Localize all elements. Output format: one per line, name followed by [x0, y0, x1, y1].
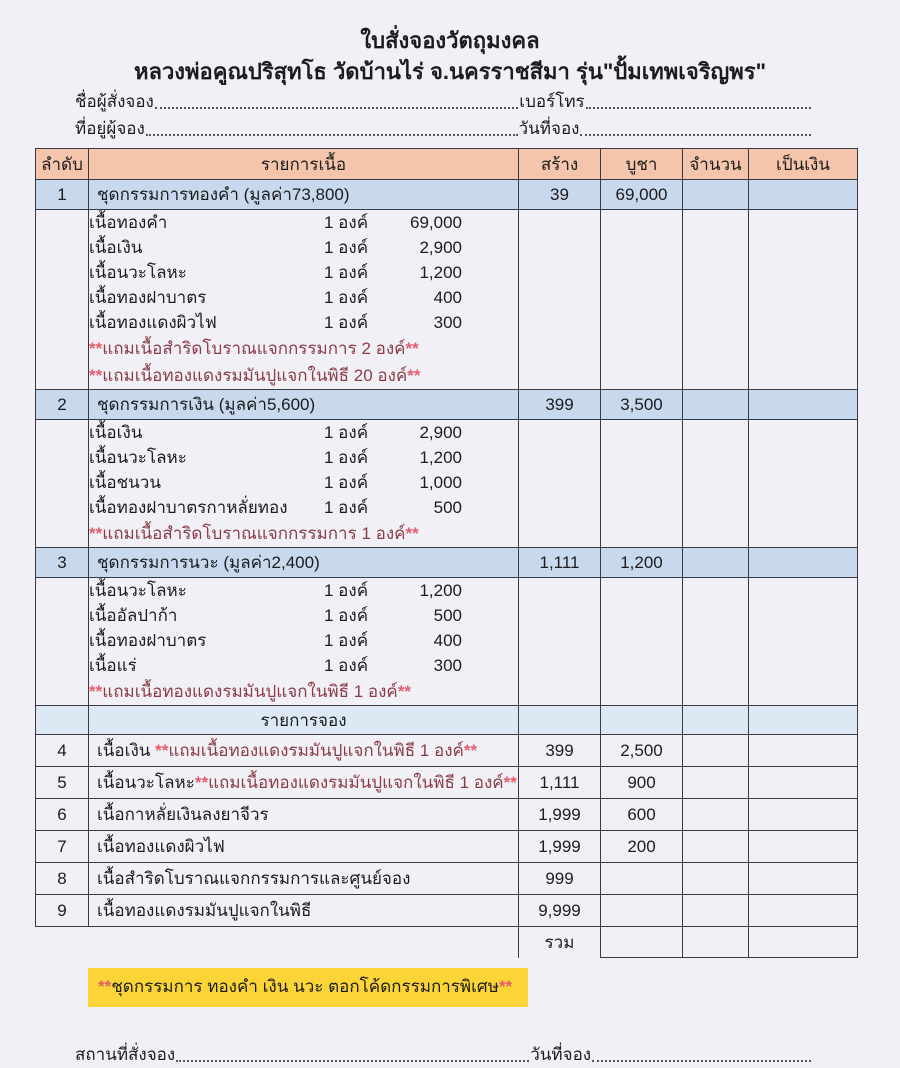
bonus-text: แถมเนื้อทองแดงรมมันปูแจกในพิธี 20 องค์: [102, 366, 408, 385]
place-label: สถานที่สั่งจอง: [75, 1045, 176, 1064]
group-made: 399: [519, 390, 601, 420]
order-price: [601, 895, 683, 927]
total-qty-cell: [683, 927, 749, 958]
name-fill-line: [155, 107, 518, 109]
place-date-line: [75, 1041, 812, 1068]
group-price: 1,200: [601, 548, 683, 578]
footer-date-label: วันที่จอง: [530, 1045, 592, 1064]
detail-no-cell: [36, 420, 89, 548]
item-price: 1,200: [419, 581, 462, 600]
star-marks: **: [89, 366, 103, 385]
item-name: เนื้อแร่: [89, 656, 137, 675]
item-price: 500: [433, 498, 462, 517]
group-row-2: [36, 390, 858, 420]
star-marks: **: [397, 682, 412, 701]
detail-no-cell: [36, 210, 89, 390]
order-item: [89, 799, 519, 831]
order-item-name: เนื้อทองแดงรมมันปูแจกในพิธี: [97, 901, 312, 920]
detail-amount-cell: [749, 420, 858, 548]
star-marks: **: [405, 524, 419, 543]
item-line: [89, 495, 518, 520]
detail-price-cell: [601, 578, 683, 706]
item-name: เนื้อทองคำ: [89, 213, 168, 232]
special-note: [88, 968, 528, 1007]
order-date-label: วันที่จอง: [518, 119, 580, 138]
col-header-amount: เป็นเงิน: [749, 149, 858, 180]
section-price-cell: [601, 706, 683, 735]
bonus-line: [89, 520, 518, 547]
total-amount-cell: [749, 927, 858, 958]
order-amount-cell: [749, 831, 858, 863]
item-price: 1,200: [419, 263, 462, 282]
star-marks: **: [463, 741, 478, 760]
order-no: 7: [36, 831, 89, 863]
order-item: [89, 767, 519, 799]
item-line: [89, 210, 518, 235]
bonus-text: แถมเนื้อทองแดงรมมันปูแจกในพิธี 1 องค์: [102, 682, 398, 701]
group-qty-cell: [683, 180, 749, 210]
detail-items-cell: [89, 210, 519, 390]
place-fill-line: [176, 1060, 529, 1062]
order-qty-cell: [683, 767, 749, 799]
bonus-line: [89, 678, 518, 705]
star-marks: **: [89, 682, 103, 701]
order-qty-cell: [683, 735, 749, 767]
col-header-made: สร้าง: [519, 149, 601, 180]
item-qty: 1 องค์: [324, 581, 369, 600]
item-qty: 1 องค์: [324, 631, 369, 650]
order-made: 1,111: [519, 767, 601, 799]
order-item: [89, 863, 519, 895]
item-price: 1,200: [419, 448, 462, 467]
item-name: เนื้อชนวน: [89, 473, 161, 492]
group-detail-row-1: [36, 210, 858, 390]
item-name: เนื้อนวะโลหะ: [89, 581, 187, 600]
order-item-name: เนื้อนวะโลหะ: [97, 773, 195, 792]
order-row-5: [36, 767, 858, 799]
group-title: ชุดกรรมการทองคำ (มูลค่า73,800): [89, 180, 519, 210]
detail-price-cell: [601, 420, 683, 548]
item-name: เนื้อทองฝาบาตร: [89, 288, 207, 307]
group-price: 69,000: [601, 180, 683, 210]
group-made: 1,111: [519, 548, 601, 578]
phone-label: เบอร์โทร: [519, 92, 585, 111]
bonus-line: [89, 335, 518, 362]
order-no: 4: [36, 735, 89, 767]
address-label: ที่อยู่ผู้จอง: [75, 119, 145, 138]
item-price: 2,900: [419, 423, 462, 442]
order-price: 2,500: [601, 735, 683, 767]
item-qty: 1 องค์: [324, 606, 369, 625]
col-header-qty: จำนวน: [683, 149, 749, 180]
item-line: [89, 420, 518, 445]
order-qty-cell: [683, 799, 749, 831]
col-header-price: บูชา: [601, 149, 683, 180]
order-amount-cell: [749, 799, 858, 831]
group-amount-cell: [749, 180, 858, 210]
detail-price-cell: [601, 210, 683, 390]
total-price-cell: [601, 927, 683, 958]
item-name: เนื้อเงิน: [89, 423, 143, 442]
star-marks: **: [498, 977, 513, 996]
form-subtitle: หลวงพ่อคูณปริสุทโธ วัดบ้านไร่ จ.นครราชสีมา รุ่น"ปั้มเทพเจริญพร": [133, 59, 767, 84]
item-line: [89, 578, 518, 603]
order-price: 200: [601, 831, 683, 863]
phone-fill-line: [586, 107, 811, 109]
detail-made-cell: [519, 578, 601, 706]
order-amount-cell: [749, 863, 858, 895]
order-item-name: เนื้อสำริดโบราณแจกกรรมการและศูนย์จอง: [97, 869, 411, 888]
detail-qty-cell: [683, 578, 749, 706]
item-line: [89, 653, 518, 678]
total-blank-cell: [89, 927, 519, 958]
item-qty: 1 องค์: [324, 656, 369, 675]
order-made: 1,999: [519, 831, 601, 863]
order-item-name: เนื้อเงิน: [97, 741, 156, 760]
order-amount-cell: [749, 735, 858, 767]
group-detail-row-2: [36, 420, 858, 548]
order-made: 1,999: [519, 799, 601, 831]
item-price: 1,000: [419, 473, 462, 492]
star-marks: **: [98, 977, 112, 996]
order-row-7: [36, 831, 858, 863]
item-line: [89, 628, 518, 653]
item-qty: 1 องค์: [324, 213, 369, 232]
item-qty: 1 องค์: [324, 448, 369, 467]
total-row: [36, 927, 858, 958]
order-amount-cell: [749, 895, 858, 927]
item-line: [89, 285, 518, 310]
item-line: [89, 603, 518, 628]
total-label: รวม: [519, 927, 601, 958]
order-date-fill-line: [580, 134, 811, 136]
item-price: 2,900: [419, 238, 462, 257]
order-bonus-text: แถมเนื้อทองแดงรมมันปูแจกในพิธี 1 องค์: [208, 773, 504, 792]
group-row-1: [36, 180, 858, 210]
item-qty: 1 องค์: [324, 473, 369, 492]
order-item-name: เนื้อกาหลั่ยเงินลงยาจีวร: [97, 805, 269, 824]
group-amount-cell: [749, 390, 858, 420]
item-qty: 1 องค์: [324, 263, 369, 282]
address-date-line: [75, 115, 812, 142]
bonus-line: [89, 362, 518, 389]
group-title: ชุดกรรมการนวะ (มูลค่า2,400): [89, 548, 519, 578]
detail-amount-cell: [749, 210, 858, 390]
section-row: [36, 706, 858, 735]
item-qty: 1 องค์: [324, 288, 369, 307]
group-row-3: [36, 548, 858, 578]
col-header-item: รายการเนื้อ: [89, 149, 519, 180]
item-price: 69,000: [410, 213, 462, 232]
name-label: ชื่อผู้สั่งจอง: [75, 92, 154, 111]
item-qty: 1 องค์: [324, 313, 369, 332]
order-price: 900: [601, 767, 683, 799]
item-name: เนื้อทองแดงผิวไฟ: [89, 313, 217, 332]
group-price: 3,500: [601, 390, 683, 420]
item-name: เนื้อเงิน: [89, 238, 143, 257]
order-no: 8: [36, 863, 89, 895]
order-item: [89, 895, 519, 927]
form-title: ใบสั่งจองวัตถุมงคล: [360, 28, 540, 53]
group-made: 39: [519, 180, 601, 210]
order-amount-cell: [749, 767, 858, 799]
detail-no-cell: [36, 578, 89, 706]
star-marks: **: [407, 366, 421, 385]
item-price: 300: [433, 656, 462, 675]
detail-made-cell: [519, 210, 601, 390]
item-name: เนื้อทองฝาบาตรกาหลั่ยทอง: [89, 498, 288, 517]
item-price: 300: [433, 313, 462, 332]
order-qty-cell: [683, 895, 749, 927]
item-line: [89, 260, 518, 285]
item-name: เนื้อนวะโลหะ: [89, 263, 187, 282]
star-marks: **: [155, 741, 169, 760]
item-line: [89, 445, 518, 470]
item-line: [89, 310, 518, 335]
group-no: 1: [36, 180, 89, 210]
order-no: 6: [36, 799, 89, 831]
name-phone-line: [75, 88, 812, 115]
bonus-text: แถมเนื้อสำริดโบราณแจกกรรมการ 1 องค์: [102, 524, 406, 543]
star-marks: **: [194, 773, 209, 792]
order-row-4: [36, 735, 858, 767]
detail-qty-cell: [683, 210, 749, 390]
order-bonus-text: แถมเนื้อทองแดงรมมันปูแจกในพิธี 1 องค์: [168, 741, 464, 760]
star-marks: **: [89, 339, 103, 358]
section-title: รายการจอง: [89, 706, 519, 735]
item-qty: 1 องค์: [324, 498, 369, 517]
order-row-6: [36, 799, 858, 831]
item-price: 400: [433, 288, 462, 307]
group-no: 2: [36, 390, 89, 420]
order-row-9: [36, 895, 858, 927]
detail-amount-cell: [749, 578, 858, 706]
table-header-row: [36, 149, 858, 180]
bonus-text: แถมเนื้อสำริดโบราณแจกกรรมการ 2 องค์: [102, 339, 406, 358]
address-fill-line: [146, 134, 518, 136]
item-line: [89, 470, 518, 495]
section-no-cell: [36, 706, 89, 735]
order-made: 999: [519, 863, 601, 895]
order-qty-cell: [683, 863, 749, 895]
footer-date-fill-line: [592, 1060, 811, 1062]
section-made-cell: [519, 706, 601, 735]
col-header-no: ลำดับ: [36, 149, 89, 180]
order-table: [35, 148, 858, 958]
note-text: ชุดกรรมการ ทองคำ เงิน นวะ ตอกโค้ดกรรมการพิเศษ: [111, 977, 499, 996]
item-price: 400: [433, 631, 462, 650]
order-made: 399: [519, 735, 601, 767]
item-qty: 1 องค์: [324, 423, 369, 442]
order-item: [89, 831, 519, 863]
section-amount-cell: [749, 706, 858, 735]
order-no: 5: [36, 767, 89, 799]
star-marks: **: [405, 339, 419, 358]
star-marks: **: [503, 773, 517, 792]
detail-items-cell: [89, 578, 519, 706]
item-name: เนื้อนวะโลหะ: [89, 448, 187, 467]
order-price: [601, 863, 683, 895]
star-marks: **: [89, 524, 103, 543]
order-made: 9,999: [519, 895, 601, 927]
order-row-8: [36, 863, 858, 895]
detail-items-cell: [89, 420, 519, 548]
order-no: 9: [36, 895, 89, 927]
order-item: [89, 735, 519, 767]
detail-qty-cell: [683, 420, 749, 548]
group-no: 3: [36, 548, 89, 578]
item-qty: 1 องค์: [324, 238, 369, 257]
order-item-name: เนื้อทองแดงผิวไฟ: [97, 837, 225, 856]
order-price: 600: [601, 799, 683, 831]
detail-made-cell: [519, 420, 601, 548]
total-blank-cell: [36, 927, 89, 958]
group-amount-cell: [749, 548, 858, 578]
item-line: [89, 235, 518, 260]
item-name: เนื้อทองฝาบาตร: [89, 631, 207, 650]
group-qty-cell: [683, 548, 749, 578]
group-title: ชุดกรรมการเงิน (มูลค่า5,600): [89, 390, 519, 420]
section-qty-cell: [683, 706, 749, 735]
group-detail-row-3: [36, 578, 858, 706]
group-qty-cell: [683, 390, 749, 420]
item-name: เนื้ออัลปาก้า: [89, 606, 178, 625]
order-qty-cell: [683, 831, 749, 863]
item-price: 500: [433, 606, 462, 625]
